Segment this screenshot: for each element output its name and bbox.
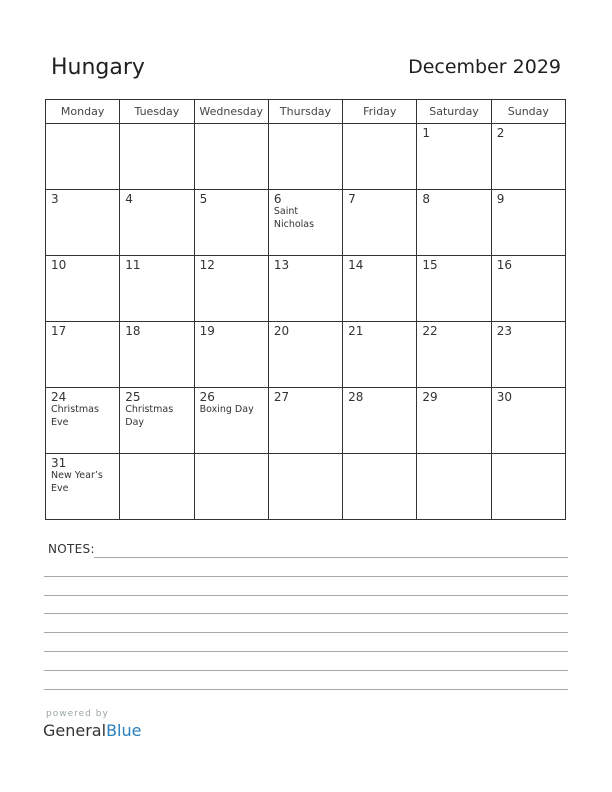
day-cell [343,256,417,322]
empty-day-cell [343,454,417,520]
day-cell [491,124,565,190]
day-cell [120,322,194,388]
holiday-label: New Year’s Eve [51,470,103,494]
day-number: 26 [199,390,215,404]
note-line [44,670,568,671]
day-cell [417,256,491,322]
day-number: 4 [125,192,133,206]
day-number: 21 [348,324,364,338]
day-cell [120,388,194,454]
holiday-label: Christmas Day [125,404,174,428]
day-number: 19 [199,324,215,338]
day-number: 25 [125,390,141,404]
day-number: 5 [199,192,208,206]
day-cell [120,256,194,322]
holiday-label: Christmas Eve [51,404,99,428]
month-year-title: December 2029 [408,56,561,78]
notes-label: NOTES: [48,542,95,556]
week-row [46,124,566,190]
day-number: 11 [125,258,141,272]
empty-day-cell [491,454,565,520]
day-cell [194,256,268,322]
day-cell [343,388,417,454]
empty-day-cell [120,454,194,520]
day-cell [417,388,491,454]
weekday-friday: Friday [343,100,417,124]
empty-day-cell [46,124,120,190]
day-number: 13 [273,258,290,272]
week-row [46,190,566,256]
day-cell [46,322,120,388]
weekday-sunday: Sunday [491,100,565,124]
day-number: 16 [496,258,512,272]
day-number: 8 [422,192,431,206]
day-cell [491,388,565,454]
week-row [46,322,566,388]
weekday-tuesday: Tuesday [120,100,194,124]
day-cell [46,190,120,256]
empty-day-cell [268,124,342,190]
day-number: 20 [273,324,290,338]
weekday-header-row [46,100,566,124]
day-cell [194,190,268,256]
day-cell [491,256,565,322]
note-line [44,576,568,577]
week-row [46,388,566,454]
day-number: 30 [496,390,512,404]
day-cell [268,322,342,388]
note-line [44,595,568,596]
day-cell [46,388,120,454]
note-line [94,557,568,558]
day-number: 9 [496,192,505,206]
note-line [44,689,568,690]
day-cell [343,322,417,388]
day-number: 31 [51,456,67,470]
brand-blue-text: Blue [106,721,142,740]
weekday-wednesday: Wednesday [194,100,268,124]
day-cell [491,190,565,256]
day-number: 29 [422,390,438,404]
day-number: 27 [273,390,290,404]
day-number: 24 [51,390,67,404]
holiday-label: Saint Nicholas [273,206,315,230]
day-cell [268,256,342,322]
day-cell [491,322,565,388]
powered-by-text: powered by [46,709,109,719]
day-number: 12 [199,258,215,272]
day-cell [46,454,120,520]
day-cell [194,388,268,454]
day-number: 10 [51,258,67,272]
day-number: 7 [348,192,356,206]
day-number: 28 [348,390,364,404]
day-number: 2 [496,126,505,140]
weekday-thursday: Thursday [268,100,342,124]
day-cell [417,322,491,388]
empty-day-cell [268,454,342,520]
day-number: 23 [496,324,512,338]
day-cell [417,124,491,190]
brand-general-text: General [43,721,107,740]
day-cell [343,190,417,256]
day-cell [46,256,120,322]
day-cell [194,322,268,388]
day-cell [268,388,342,454]
note-line [44,613,568,614]
day-cell [268,190,342,256]
note-line [44,651,568,652]
day-number: 18 [125,324,141,338]
weekday-monday: Monday [46,100,120,124]
day-number: 6 [273,192,282,206]
day-number: 17 [51,324,67,338]
note-line [44,632,568,633]
day-number: 14 [348,258,364,272]
day-number: 15 [422,258,438,272]
day-number: 1 [422,126,431,140]
country-title: Hungary [51,55,145,80]
empty-day-cell [194,454,268,520]
calendar-body [46,124,566,520]
empty-day-cell [194,124,268,190]
empty-day-cell [417,454,491,520]
holiday-label: Boxing Day [199,404,254,415]
empty-day-cell [120,124,194,190]
day-cell [417,190,491,256]
week-row [46,454,566,520]
weekday-saturday: Saturday [417,100,491,124]
week-row [46,256,566,322]
generalblue-logo [43,721,141,740]
day-cell [120,190,194,256]
calendar-grid [45,99,566,520]
empty-day-cell [343,124,417,190]
day-number: 22 [422,324,438,338]
day-number: 3 [51,192,59,206]
